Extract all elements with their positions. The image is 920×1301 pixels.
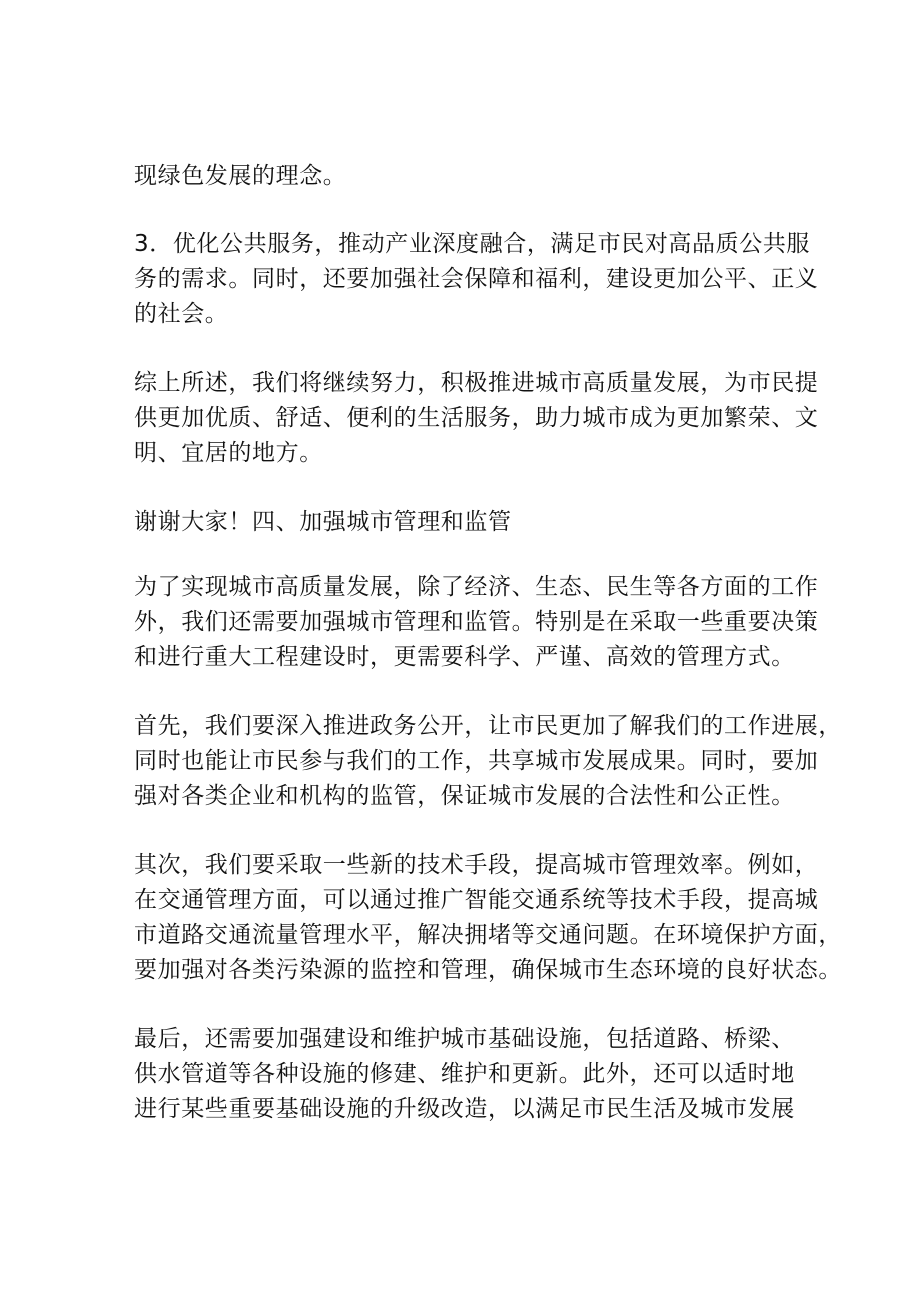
text-line: 同时也能让市民参与我们的工作，共享城市发展成果。同时，要加 bbox=[134, 748, 819, 774]
text-line: 现绿色发展的理念。 bbox=[134, 163, 347, 189]
text-line: 谢谢大家！四、加强城市管理和监管 bbox=[134, 509, 512, 535]
text-line: 的社会。 bbox=[134, 301, 229, 327]
text-line: 供更加优质、舒适、便利的生活服务，助力城市成为更加繁荣、文 bbox=[134, 405, 819, 431]
text-line: 供水管道等各种设施的修建、维护和更新。此外，还可以适时地 bbox=[134, 1061, 795, 1087]
paragraph-first-transparency bbox=[134, 709, 842, 814]
text-line: 其次，我们要采取一些新的技术手段，提高城市管理效率。例如， bbox=[134, 852, 819, 878]
paragraph-second-technology bbox=[134, 848, 842, 988]
text-line: 市道路交通流量管理水平，解决拥堵等交通问题。在环境保护方面， bbox=[134, 922, 842, 948]
paragraph-city-management bbox=[134, 570, 819, 675]
text-line: 强对各类企业和机构的监管，保证城市发展的合法性和公正性。 bbox=[134, 783, 795, 809]
text-line: 综上所述，我们将继续努力，积极推进城市高质量发展，为市民提 bbox=[134, 370, 819, 396]
text-line: 最后，还需要加强建设和维护城市基础设施，包括道路、桥梁、 bbox=[134, 1026, 795, 1052]
paragraph-public-services bbox=[134, 227, 819, 332]
text-line: 务的需求。同时，还要加强社会保障和福利，建设更加公平、正义 bbox=[134, 266, 819, 292]
text-line: 3．优化公共服务，推动产业深度融合，满足市民对高品质公共服 bbox=[134, 231, 811, 257]
text-line: 明、宜居的地方。 bbox=[134, 440, 323, 466]
text-line: 为了实现城市高质量发展，除了经济、生态、民生等各方面的工作 bbox=[134, 574, 819, 600]
text-line: 在交通管理方面，可以通过推广智能交通系统等技术手段，提高城 bbox=[134, 887, 819, 913]
paragraph-section-heading bbox=[134, 505, 804, 540]
text-line: 外，我们还需要加强城市管理和监管。特别是在采取一些重要决策 bbox=[134, 609, 819, 635]
text-line: 进行某些重要基础设施的升级改造，以满足市民生活及城市发展 bbox=[134, 1096, 795, 1122]
text-line: 首先，我们要深入推进政务公开，让市民更加了解我们的工作进展， bbox=[134, 713, 842, 739]
paragraph-green-development bbox=[134, 159, 804, 194]
text-line: 和进行重大工程建设时，更需要科学、严谨、高效的管理方式。 bbox=[134, 644, 795, 670]
paragraph-last-infrastructure bbox=[134, 1022, 804, 1127]
text-line: 要加强对各类污染源的监控和管理，确保城市生态环境的良好状态。 bbox=[134, 957, 842, 983]
paragraph-summary bbox=[134, 366, 819, 471]
